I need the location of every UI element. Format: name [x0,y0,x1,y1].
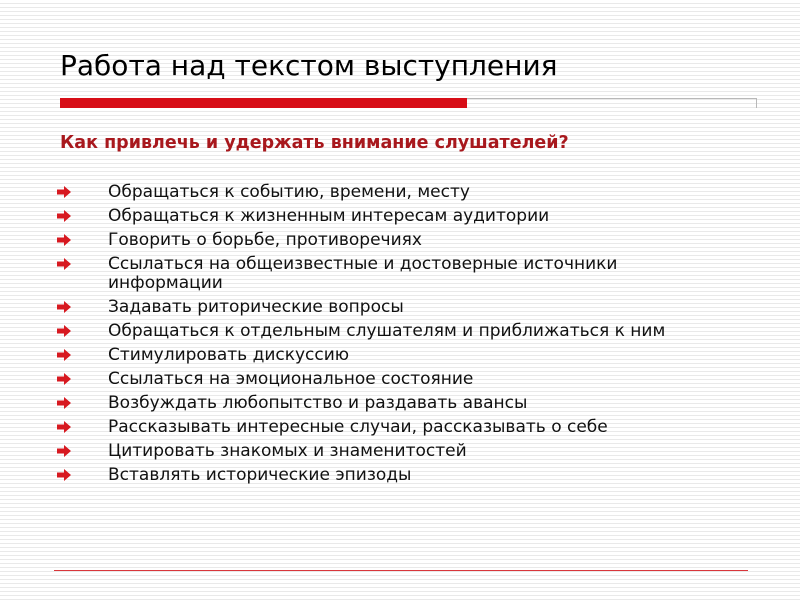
red-arrow-bullet-icon [56,324,72,338]
bullet-text: Говорить о борьбе, противоречиях [108,230,422,250]
red-arrow-bullet-icon [56,209,72,223]
red-arrow-bullet-icon [56,468,72,482]
bullet-item [56,346,716,365]
bullet-text: Обращаться к жизненным интересам аудитории [108,206,550,226]
bullet-text: Обращаться к событию, времени, месту [108,182,470,202]
bullet-item [56,370,716,389]
bullet-item [56,394,716,413]
bullet-text: Задавать риторические вопросы [108,296,404,317]
bullet-list [56,183,716,490]
bullet-text: Ссылаться на эмоциональное состояние [108,368,474,389]
red-arrow-bullet-icon [56,233,72,247]
bullet-text: Цитировать знакомых и знаменитостей [108,440,467,461]
red-arrow-bullet-icon [56,257,72,271]
bullet-item [56,442,716,461]
slide-subtitle: Как привлечь и удержать внимание слушателей? [60,133,569,153]
bullet-item [56,207,716,226]
bullet-item [56,183,716,202]
bullet-text: Возбуждать любопытство и раздавать авансы [108,392,528,413]
bullet-item [56,255,716,292]
bullet-text: Вставлять исторические эпизоды [108,464,412,485]
slide-title: Работа над текстом выступления [60,49,558,82]
bullet-item [56,418,716,437]
title-underline-accent [60,98,467,108]
red-arrow-bullet-icon [56,300,72,314]
bullet-item [56,466,716,485]
bullet-item [56,231,716,250]
bottom-rule [54,570,748,571]
red-arrow-bullet-icon [56,348,72,362]
bullet-text: Обращаться к отдельным слушателям и приближаться к ним [108,320,666,341]
red-arrow-bullet-icon [56,444,72,458]
red-arrow-bullet-icon [56,185,72,199]
bullet-text: Ссылаться на общеизвестные и достоверные источники информации [108,254,618,293]
bullet-item [56,322,716,341]
red-arrow-bullet-icon [56,396,72,410]
bullet-text: Стимулировать дискуссию [108,344,350,365]
title-underline-end-tick [756,98,757,108]
bullet-item [56,298,716,317]
bullet-text: Рассказывать интересные случаи, рассказывать о себе [108,416,608,437]
red-arrow-bullet-icon [56,420,72,434]
red-arrow-bullet-icon [56,372,72,386]
